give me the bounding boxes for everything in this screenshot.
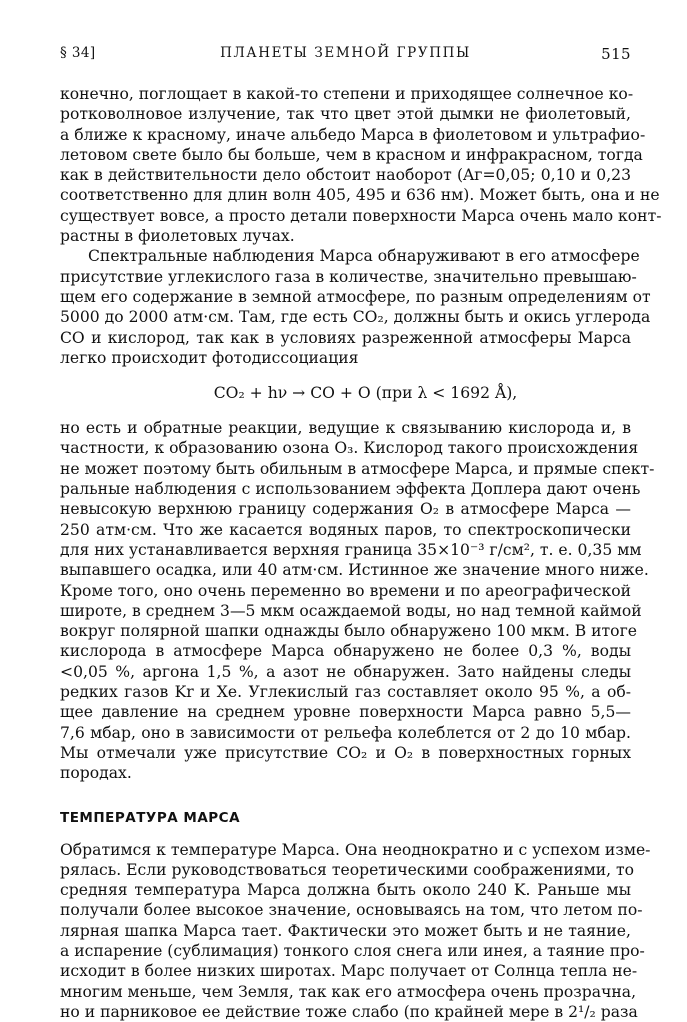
text-line: но есть и обратные реакции, ведущие к связыванию кислорода и, в [60,418,631,438]
body-text [60,84,631,1022]
paragraph-1 [60,84,631,246]
text-line: редких газов Kr и Xe. Углекислый газ составляет около 95 %, а об- [60,682,631,702]
text-line: <0,05 %, аргона 1,5 %, а азот не обнаружен. Зато найдены следы [60,662,631,682]
text-line: вокруг полярной шапки однажды было обнаружено 100 мкм. В итоге [60,621,631,641]
section-reference: § 34] [60,45,96,61]
text-line: а испарение (сублимация) тонкого слоя снега или инея, а таяние про- [60,941,631,961]
running-title: ПЛАНЕТЫ ЗЕМНОЙ ГРУППЫ [60,45,631,61]
text-line: а ближе к красному, иначе альбедо Марса в фиолетовом и ультрафио- [60,125,631,145]
running-head [60,45,631,69]
text-line: частности, к образованию озона O₃. Кислород такого происхождения [60,438,631,458]
text-line: но и парниковое ее действие тоже слабо (по крайней мере в 2¹/₂ раза [60,1002,631,1022]
text-line: существует вовсе, а просто детали поверхности Марса очень мало конт- [60,206,631,226]
text-line: Спектральные наблюдения Марса обнаруживают в его атмосфере [60,246,631,266]
text-line: рялась. Если руководствоваться теоретическими соображениями, то [60,860,631,880]
text-line: Кроме того, оно очень переменно во времени и по ареографической [60,581,631,601]
text-line: ротковолновое излучение, так что цвет этой дымки не фиолетовый, [60,104,631,124]
text-line: не может поэтому быть обильным в атмосфере Марса, и прямые спект- [60,459,631,479]
text-line: легко происходит фотодиссоциация [60,348,631,368]
text-line: как в действительности дело обстоит наоборот (Aг=0,05; 0,10 и 0,23 [60,165,631,185]
text-line: для них устанавливается верхняя граница 35×10⁻³ г/см², т. е. 0,35 мм [60,540,631,560]
photodissociation-formula: CO₂ + hν → CO + O (при λ < 1692 Å), [60,378,631,408]
paragraph-2 [60,246,631,368]
text-line: Обратимся к температуре Марса. Она неоднократно и с успехом изме- [60,840,631,860]
text-line: ральные наблюдения с использованием эффекта Доплера дают очень [60,479,631,499]
text-line: многим меньше, чем Земля, так как его атмосфера очень прозрачна, [60,982,631,1002]
paragraph-3 [60,418,631,783]
text-line: породах. [60,763,631,783]
text-line: 5000 до 2000 атм·см. Там, где есть CO₂, должны быть и окись углерода [60,307,631,327]
text-line: средняя температура Марса должна быть около 240 K. Раньше мы [60,880,631,900]
text-line: широте, в среднем 3—5 мкм осаждаемой воды, но над темной каймой [60,601,631,621]
text-line: конечно, поглощает в какой-то степени и приходящее солнечное ко- [60,84,631,104]
text-line: щем его содержание в земной атмосфере, по разным определениям от [60,287,631,307]
text-line: лярная шапка Марса тает. Фактически это может быть и не таяние, [60,921,631,941]
text-line: кислорода в атмосфере Марса обнаружено не более 0,3 %, воды [60,641,631,661]
text-line: исходит в более низких широтах. Марс получает от Солнца тепла не- [60,961,631,981]
text-line: выпавшего осадка, или 40 атм·см. Истинное же значение много ниже. [60,560,631,580]
text-line: Мы отмечали уже присутствие CO₂ и O₂ в поверхностных горных [60,743,631,763]
text-line: невысокую верхнюю границу содержания O₂ в атмосфере Марса — [60,499,631,519]
paragraph-4 [60,840,631,1022]
text-line: 250 атм·см. Что же касается водяных паров, то спектроскопически [60,520,631,540]
text-line: соответственно для длин волн 405, 495 и 636 нм). Может быть, она и не [60,185,631,205]
text-line: летовом свете было бы больше, чем в красном и инфракрасном, тогда [60,145,631,165]
text-line: растны в фиолетовых лучах. [60,226,631,246]
text-line: присутствие углекислого газа в количестве, значительно превышаю- [60,267,631,287]
text-line: получали более высокое значение, основываясь на том, что летом по- [60,900,631,920]
page-number: 515 [601,45,631,63]
text-line: 7,6 мбар, оно в зависимости от рельефа колеблется от 2 до 10 мбар. [60,723,631,743]
text-line: CO и кислород, так как в условиях разреженной атмосферы Марса [60,328,631,348]
text-line: щее давление на среднем уровне поверхности Марса равно 5,5— [60,702,631,722]
section-heading: ТЕМПЕРАТУРА МАРСА [60,808,631,828]
